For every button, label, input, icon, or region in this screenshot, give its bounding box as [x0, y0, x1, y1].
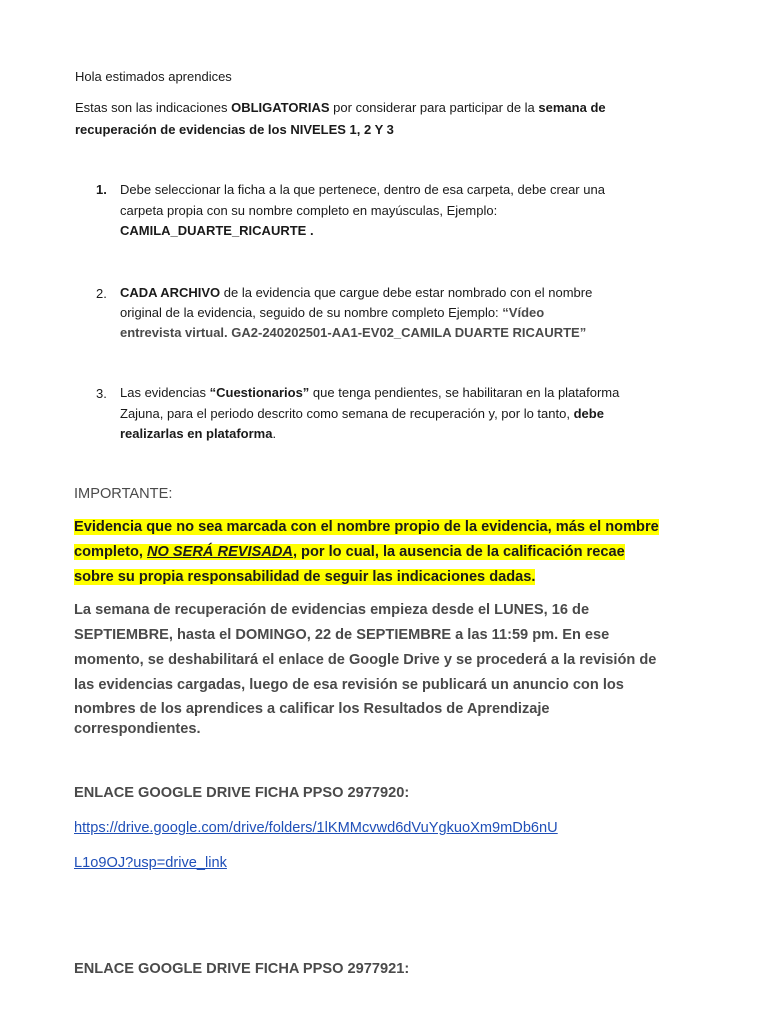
- item-3-period: .: [272, 426, 277, 441]
- intro-text-a: Estas son las indicaciones: [75, 100, 232, 115]
- item-2-line-2: [120, 305, 544, 320]
- important-text-2a: completo,: [74, 544, 147, 560]
- item-3-line-2: [120, 406, 604, 421]
- intro-line-1: [75, 100, 606, 115]
- item-3-realizarlas: realizarlas en plataforma: [120, 426, 273, 441]
- item-3-text-l2a: Zajuna, para el periodo descrito como semana de recuperación y, por lo tanto,: [120, 406, 574, 421]
- week-line-1: La semana de recuperación de evidencias empieza desde el LUNES, 16 de: [74, 602, 590, 618]
- important-text-1: Evidencia que no sea marcada con el nombre propio de la evidencia, más el nombre: [74, 519, 659, 535]
- link-1-heading: ENLACE GOOGLE DRIVE FICHA PPSO 2977920:: [74, 785, 410, 801]
- item-3-debe: debe: [573, 406, 604, 421]
- item-2-line-1: [120, 285, 592, 300]
- item-1-line-3: CAMILA_DUARTE_RICAURTE .: [120, 223, 314, 238]
- item-3-cuestionarios: “Cuestionarios”: [209, 385, 310, 400]
- week-line-6: correspondientes.: [74, 721, 201, 737]
- week-line-4: las evidencias cargadas, luego de esa revisión se publicará un anuncio con los: [74, 677, 624, 693]
- important-title: IMPORTANTE:: [74, 486, 173, 502]
- item-3-line-1: [120, 385, 619, 400]
- important-line-2: [74, 544, 625, 560]
- link-2-heading: ENLACE GOOGLE DRIVE FICHA PPSO 2977921:: [74, 961, 410, 977]
- week-line-3: momento, se deshabilitará el enlace de Google Drive y se procederá a la revisión de: [74, 652, 657, 668]
- item-2-cada-archivo: CADA ARCHIVO: [120, 285, 221, 300]
- item-2-text-l2a: original de la evidencia, seguido de su nombre completo Ejemplo:: [120, 305, 503, 320]
- item-2-line-3: entrevista virtual. GA2-240202501-AA1-EV02_CAMILA DUARTE RICAURTE”: [120, 325, 587, 340]
- important-text-3: sobre su propia responsabilidad de seguir las indicaciones dadas.: [74, 569, 536, 585]
- item-3-text-c: que tenga pendientes, se habilitaran en la plataforma: [309, 385, 620, 400]
- item-3-text-a: Las evidencias: [120, 385, 210, 400]
- drive-link-1-part-1[interactable]: https://drive.google.com/drive/folders/1lKMMcvwd6dVuYgkuoXm9mDb6nU: [74, 820, 558, 836]
- week-line-2: SEPTIEMBRE, hasta el DOMINGO, 22 de SEPTIEMBRE a las 11:59 pm. En ese: [74, 627, 610, 643]
- important-line-1: [74, 519, 659, 535]
- intro-obligatorias: OBLIGATORIAS: [231, 100, 330, 115]
- intro-semana: semana de: [538, 100, 606, 115]
- item-2-text-b: de la evidencia que cargue debe estar nombrado con el nombre: [220, 285, 593, 300]
- item-2-number: 2.: [96, 286, 107, 301]
- item-1-line-2: carpeta propia con su nombre completo en mayúsculas, Ejemplo:: [120, 203, 498, 218]
- item-2-video-quote: “Vídeo: [502, 305, 545, 320]
- intro-text-c: por considerar para participar de la: [329, 100, 539, 115]
- item-1-number: 1.: [96, 182, 107, 197]
- important-no-sera-revisada: NO SERÁ REVISADA: [146, 544, 293, 560]
- item-3-line-3: [120, 426, 276, 441]
- important-text-2c: , por lo cual, la ausencia de la calificación recae: [292, 544, 625, 560]
- greeting-text: Hola estimados aprendices: [75, 69, 232, 84]
- item-1-line-1: Debe seleccionar la ficha a la que pertenece, dentro de esa carpeta, debe crear una: [120, 182, 605, 197]
- item-3-number: 3.: [96, 386, 107, 401]
- intro-line-2: recuperación de evidencias de los NIVELES 1, 2 Y 3: [75, 122, 394, 137]
- drive-link-1-part-2[interactable]: L1o9OJ?usp=drive_link: [74, 855, 227, 871]
- week-line-5: nombres de los aprendices a calificar los Resultados de Aprendizaje: [74, 701, 550, 717]
- important-line-3: [74, 569, 535, 585]
